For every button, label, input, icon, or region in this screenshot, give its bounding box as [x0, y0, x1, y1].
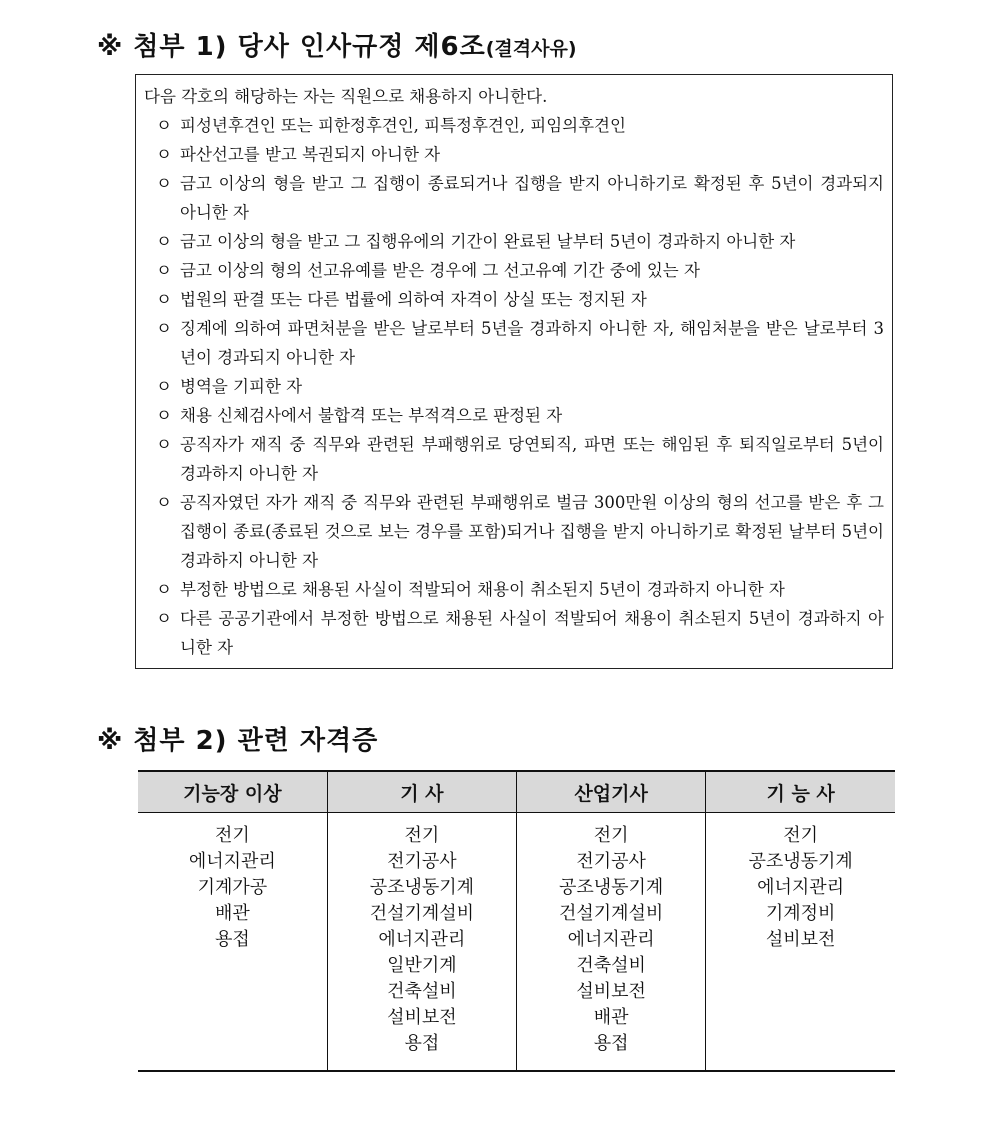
list-item-text: 부정한 방법으로 채용된 사실이 적발되어 채용이 취소된지 5년이 경과하지 아니한 자	[180, 580, 785, 599]
section1-title: 첨부 1) 당사 인사규정 제6조	[133, 32, 486, 62]
certificate-item: 전기	[404, 825, 440, 846]
section2-title: 첨부 2) 관련 자격증	[133, 726, 379, 756]
list-item-text: 징계에 의하여 파면처분을 받은 날로부터 5년을 경과하지 아니한 자, 해임처분을 받은 날로부터 3년이 경과되지 아니한 자	[180, 319, 884, 367]
certificate-item: 설비보전	[387, 1007, 457, 1028]
certificate-item: 공조냉동기계	[558, 877, 664, 898]
certificate-item: 전기	[783, 825, 819, 846]
certificate-item: 용접	[214, 929, 250, 950]
list-item-text: 피성년후견인 또는 피한정후견인, 피특정후견인, 피임의후견인	[180, 116, 626, 135]
certificate-item: 배관	[593, 1007, 629, 1028]
certificate-item: 전기	[593, 825, 629, 846]
bullet-icon: ㅇ	[156, 174, 172, 193]
list-item-text: 병역을 기피한 자	[180, 377, 303, 396]
section1-heading	[97, 26, 577, 63]
certificate-item: 건설기계설비	[558, 903, 664, 924]
section1-title-suffix: (결격사유)	[485, 38, 577, 60]
bullet-icon: ㅇ	[156, 145, 172, 164]
certificate-item: 건축설비	[576, 955, 646, 976]
table-cell	[517, 813, 706, 1071]
certificate-item: 기계가공	[197, 877, 268, 898]
list-item-text: 금고 이상의 형을 받고 그 집행이 종료되거나 집행을 받지 아니하기로 확정된 후 5년이 경과되지 아니한 자	[180, 174, 884, 222]
list-item	[144, 256, 884, 285]
certificate-item: 에너지관리	[188, 851, 276, 872]
bullet-icon: ㅇ	[156, 319, 172, 338]
certificate-item: 일반기계	[387, 955, 457, 976]
bullet-icon: ㅇ	[156, 406, 172, 425]
bullet-icon: ㅇ	[156, 580, 172, 599]
bullet-icon: ㅇ	[156, 261, 172, 280]
column-header: 기능장 이상	[138, 771, 327, 813]
bullet-icon: ㅇ	[156, 609, 172, 628]
list-item	[144, 430, 884, 488]
certificate-item: 공조냉동기계	[748, 851, 853, 872]
list-item	[144, 111, 884, 140]
table-cell	[327, 813, 516, 1071]
certificate-item: 전기	[214, 825, 250, 846]
table-cell	[706, 813, 895, 1071]
certificate-item: 에너지관리	[757, 877, 845, 898]
certificate-item: 건설기계설비	[369, 903, 475, 924]
certificates-body-row	[138, 813, 895, 1071]
disqualification-box	[135, 74, 893, 669]
list-item	[144, 372, 884, 401]
certificate-item: 전기공사	[576, 851, 646, 872]
bullet-icon: ㅇ	[156, 116, 172, 135]
column-header: 기 사	[327, 771, 516, 813]
list-item	[144, 401, 884, 430]
list-item	[144, 488, 884, 575]
certificate-item: 공조냉동기계	[369, 877, 475, 898]
list-item-text: 금고 이상의 형의 선고유예를 받은 경우에 그 선고유예 기간 중에 있는 자	[180, 261, 700, 280]
disqualification-list	[144, 111, 884, 662]
column-header: 기 능 사	[706, 771, 895, 813]
certificate-item: 에너지관리	[567, 929, 655, 950]
list-item-text: 다른 공공기관에서 부정한 방법으로 채용된 사실이 적발되어 채용이 취소된지 5년이 경과하지 아니한 자	[180, 609, 884, 657]
list-item	[144, 169, 884, 227]
list-item	[144, 227, 884, 256]
list-item-text: 금고 이상의 형을 받고 그 집행유에의 기간이 완료된 날부터 5년이 경과하지 아니한 자	[180, 232, 796, 251]
bullet-icon: ㅇ	[156, 232, 172, 251]
certificate-item: 용접	[404, 1033, 440, 1054]
bullet-icon: ㅇ	[156, 493, 172, 512]
certificate-item: 건축설비	[387, 981, 457, 1002]
section2-heading	[97, 720, 378, 757]
certificate-item: 기계정비	[765, 903, 836, 924]
list-item-text: 파산선고를 받고 복권되지 아니한 자	[180, 145, 441, 164]
reference-mark: ※	[97, 726, 124, 756]
table-cell	[138, 813, 327, 1071]
list-item	[144, 575, 884, 604]
list-item-text: 공직자였던 자가 재직 중 직무와 관련된 부패행위로 벌금 300만원 이상의 형의 선고를 받은 후 그 집행이 종료(종료된 것으로 보는 경우를 포함)되거나 집행을 받지 아니하기로 확정된 날부터 5년이 경과하지 아니한 자	[180, 493, 884, 570]
list-item-text: 법원의 판결 또는 다른 법률에 의하여 자격이 상실 또는 정지된 자	[180, 290, 647, 309]
list-item	[144, 314, 884, 372]
reference-mark: ※	[97, 32, 124, 62]
list-item	[144, 140, 884, 169]
bullet-icon: ㅇ	[156, 377, 172, 396]
disqualification-intro: 다음 각호의 해당하는 자는 직원으로 채용하지 아니한다.	[144, 87, 548, 106]
list-item	[144, 285, 884, 314]
list-item	[144, 604, 884, 662]
certificate-item: 설비보전	[576, 981, 646, 1002]
certificate-item: 설비보전	[765, 929, 836, 950]
certificate-item: 전기공사	[387, 851, 457, 872]
certificate-item: 용접	[593, 1033, 629, 1054]
certificates-header-row	[138, 771, 895, 813]
bullet-icon: ㅇ	[156, 435, 172, 454]
list-item-text: 공직자가 재직 중 직무와 관련된 부패행위로 당연퇴직, 파면 또는 해임된 후 퇴직일로부터 5년이 경과하지 아니한 자	[180, 435, 884, 483]
column-header: 산업기사	[517, 771, 706, 813]
certificate-item: 배관	[214, 903, 250, 924]
certificates-table	[138, 770, 895, 1072]
bullet-icon: ㅇ	[156, 290, 172, 309]
list-item-text: 채용 신체검사에서 불합격 또는 부적격으로 판정된 자	[180, 406, 563, 425]
certificate-item: 에너지관리	[378, 929, 466, 950]
